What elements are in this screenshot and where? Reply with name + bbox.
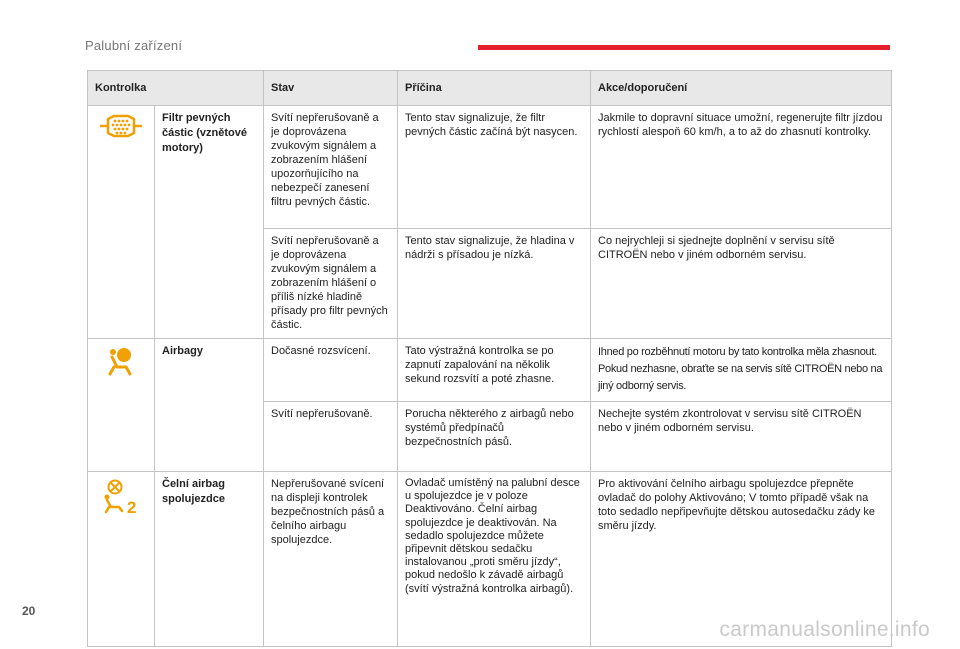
state-text: Dočasné rozsvícení.	[264, 339, 398, 402]
action-text: Co nejrychleji si sjednejte doplnění v servisu sítě CITROËN nebo v jiném odborném servisu.	[591, 229, 892, 339]
action-text: Jakmile to dopravní situace umožní, regenerujte filtr jízdou rychlostí alespoň 60 km/h, a to až do zhasnutí kontrolky.	[591, 106, 892, 229]
indicator-name: Čelní airbag spolujezdce	[155, 472, 264, 647]
action-text: Ihned po rozběhnutí motoru by tato kontrolka měla zhasnout. Pokud nezhasne, obraťte se na servis sítě CITROËN nebo na jiný odborný servis.	[591, 339, 892, 402]
header-state: Stav	[264, 71, 398, 106]
cause-text: Ovladač umístěný na palubní desce u spolujezdce je v poloze Deaktivováno. Čelní airbag spolujezdce je deaktivován. Na sedadlo spolujezdce můžete připevnit dětskou sedačku instalovanou „proti směru jízdy“, pokud nedošlo k závadě airbagů (svítí výstražná kontrolka airbagů).	[398, 472, 591, 647]
indicator-name: Filtr pevných částic (vznětové motory)	[155, 106, 264, 339]
page-number: 20	[22, 604, 36, 618]
particle-filter-icon	[98, 112, 144, 144]
state-text: Svítí nepřerušovaně.	[264, 402, 398, 472]
indicator-name: Airbagy	[155, 339, 264, 472]
table-row	[88, 339, 892, 402]
action-text: Pro aktivování čelního airbagu spolujezdce přepněte ovladač do polohy Aktivováno; V tomto případě však na toto sedadlo nepřipevňujte dětskou autosedačku zády ke směru jízdy.	[591, 472, 892, 647]
passenger-airbag-off-icon	[102, 478, 140, 518]
header-cause: Příčina	[398, 71, 591, 106]
cause-text: Tento stav signalizuje, že filtr pevných částic začíná být nasycen.	[398, 106, 591, 229]
section-title: Palubní zařízení	[85, 38, 183, 53]
airbag-icon	[104, 345, 138, 381]
header-indicator: Kontrolka	[88, 71, 264, 106]
indicator-icon-cell	[88, 339, 155, 472]
header-accent-bar	[478, 45, 890, 50]
passenger-seat-number: 2	[127, 498, 137, 514]
cause-text: Tento stav signalizuje, že hladina v nádrži s přísadou je nízká.	[398, 229, 591, 339]
cause-text: Tato výstražná kontrolka se po zapnutí zapalování na několik sekund rozsvítí a poté zhasne.	[398, 339, 591, 402]
cause-text: Porucha některého z airbagů nebo systémů předpínačů bezpečnostních pásů.	[398, 402, 591, 472]
action-text: Nechejte systém zkontrolovat v servisu sítě CITROËN nebo v jiném odborném servisu.	[591, 402, 892, 472]
state-text: Svítí nepřerušovaně a je doprovázena zvukovým signálem a zobrazením hlášení upozorňujícího na nebezpečí zanesení filtru pevných částic.	[264, 106, 398, 229]
state-text: Svítí nepřerušovaně a je doprovázena zvukovým signálem a zobrazením hlášení o příliš nízké hladině přísady pro filtr pevných částic.	[264, 229, 398, 339]
state-text: Nepřerušované svícení na displeji kontrolek bezpečnostních pásů a čelního airbagu spolujezdce.	[264, 472, 398, 647]
table-header-row	[88, 71, 892, 106]
indicator-icon-cell	[88, 106, 155, 339]
header-action: Akce/doporučení	[591, 71, 892, 106]
warning-lights-table	[87, 70, 892, 647]
indicator-icon-cell	[88, 472, 155, 647]
table-row	[88, 106, 892, 229]
watermark: carmanualsonline.info	[719, 618, 930, 641]
